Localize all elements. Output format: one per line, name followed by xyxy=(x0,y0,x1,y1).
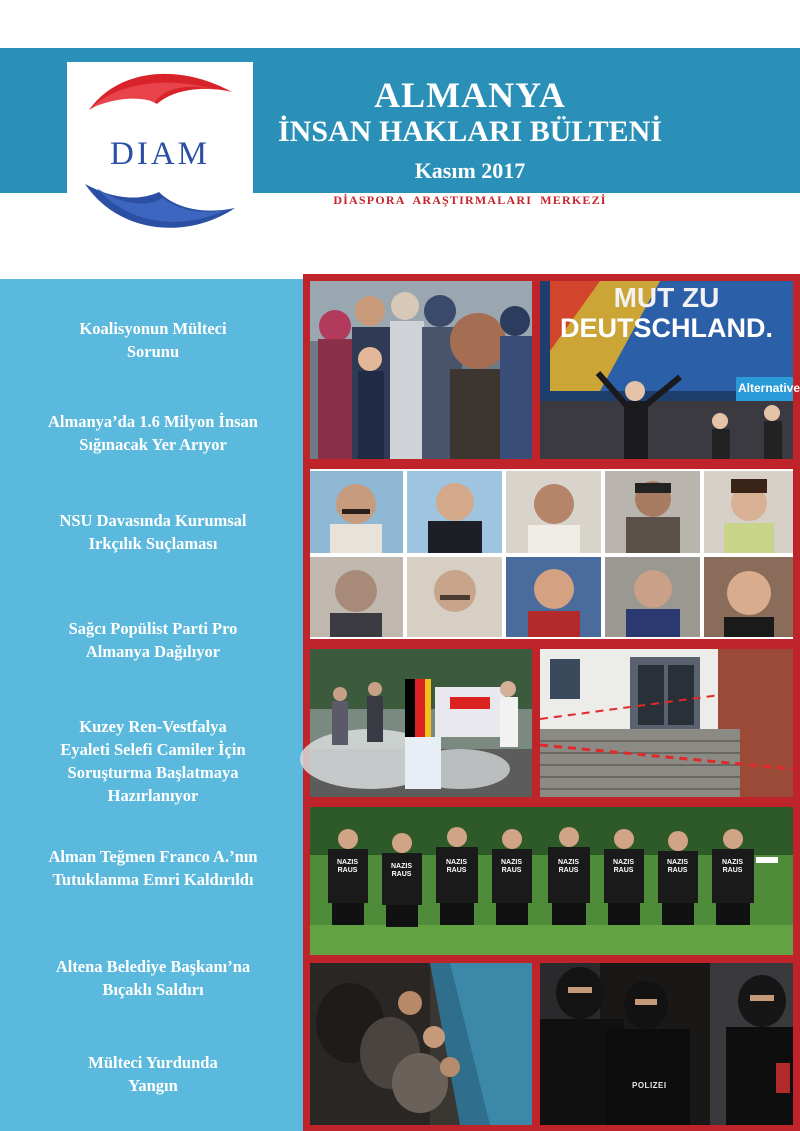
logo-text: DIAM xyxy=(110,136,210,172)
afd-logo-text: Alternative xyxy=(738,381,800,395)
diam-logo xyxy=(67,62,253,242)
photo-mosque-entrance xyxy=(540,649,793,797)
photo-prayer xyxy=(310,963,532,1125)
title-almanya: ALMANYA xyxy=(374,75,566,115)
photo-refugee-crowd xyxy=(310,281,532,459)
portrait-row-top xyxy=(310,471,793,553)
toc-item: Mülteci Yurdunda Yangın xyxy=(88,1053,218,1095)
police-vest-text: POLIZEI xyxy=(632,1081,667,1090)
subtitle-diam: DİASPORA ARAŞTIRMALARI MERKEZİ xyxy=(333,193,607,207)
toc-item: Almanya’da 1.6 Milyon İnsan Sığınacak Yer Arıyor xyxy=(48,412,258,454)
title-date: Kasım 2017 xyxy=(414,158,526,183)
toc-item: Alman Teğmen Franco A.’nın Tutuklanma Emri Kaldırıldı xyxy=(48,847,258,889)
photo-police xyxy=(540,963,793,1125)
toc-item: Sağcı Popülist Parti Pro Almanya Dağılıyor xyxy=(68,619,238,661)
toc-item: Koalisyonun Mülteci Sorunu xyxy=(79,319,227,361)
photo-football-team xyxy=(310,807,793,955)
photo-collage xyxy=(303,274,800,1131)
photo-pro-almanya-demo xyxy=(310,649,532,797)
toc-item: Kuzey Ren-Vestfalya Eyaleti Selefi Camiler İçin Soruşturma Başlatmaya Hazırlanıyor xyxy=(60,717,246,805)
portrait-row-bottom xyxy=(310,557,793,637)
photo-afd-rally xyxy=(540,281,800,459)
toc-item: NSU Davasında Kurumsal Irkçılık Suçlaması xyxy=(59,511,247,553)
contents-sidebar xyxy=(0,279,303,1131)
toc-item: Altena Belediye Başkanı’na Bıçaklı Saldırı xyxy=(55,957,251,999)
photo-nsu-victims xyxy=(310,469,793,639)
shirt-slogans: NAZIS RAUS NAZIS RAUS NAZIS RAUS NAZIS RAUS NAZIS RAUS NAZIS RAUS NAZIS RAUS NAZIS RAUS xyxy=(337,859,743,878)
afd-banner-text: MUT ZU DEUTSCHLAND. xyxy=(560,282,773,343)
title-bulletin: İNSAN HAKLARI BÜLTENİ xyxy=(278,115,662,148)
